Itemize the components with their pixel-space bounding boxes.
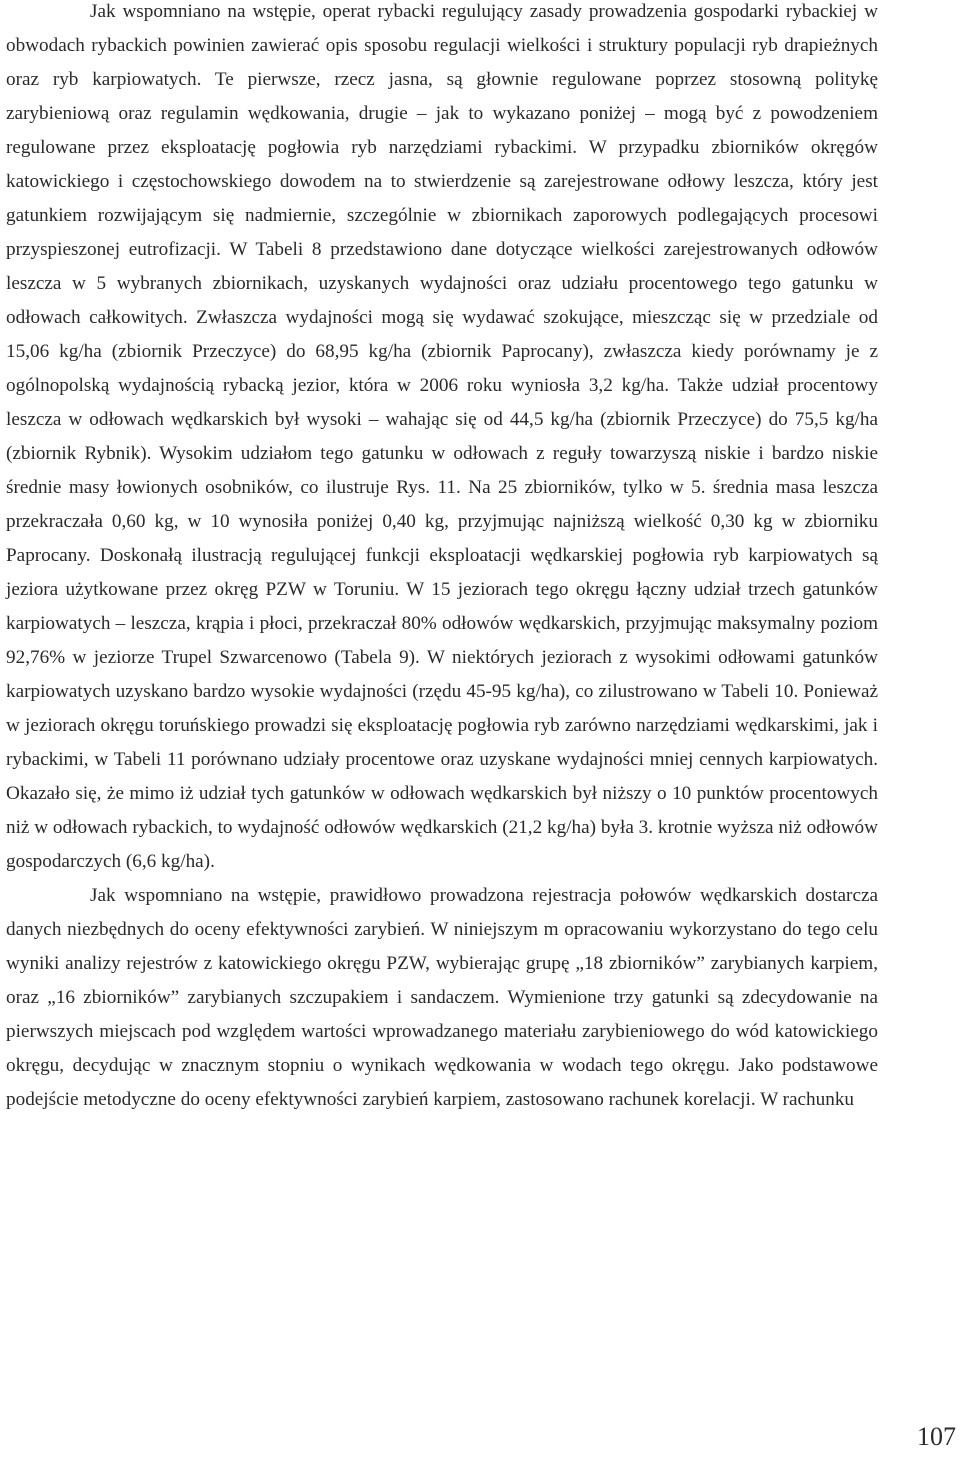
paragraph-1: Jak wspomniano na wstępie, operat rybacki regulujący zasady prowadzenia gospodarki rybackiej w obwodach rybackich powinien zawierać opis sposobu regulacji wielkości i struktury populacji ryb drapieżnych oraz ryb karpiowatych. Te pierwsze, rzecz jasna, są głownie regulowane poprzez stosowną politykę zarybieniową oraz regulamin wędkowania, drugie – jak to wykazano poniżej – mogą być z powodzeniem regulowane przez eksploatację pogłowia ryb narzędziami rybackimi. W przypadku zbiorników okręgów katowickiego i częstochowskiego dowodem na to stwierdzenie są zarejestrowane odłowy leszcza, który jest gatunkiem rozwijającym się nadmiernie, szczególnie w zbiornikach zaporowych podlegających procesowi przyspieszonej eutrofizacji. W Tabeli 8 przedstawiono dane dotyczące wielkości zarejestrowanych odłowów leszcza w 5 wybranych zbiornikach, uzyskanych wydajności oraz udziału procentowego tego gatunku w odłowach całkowitych. Zwłaszcza wydajności mogą się wydawać szokujące, mieszcząc się w przedziale od 15,06 kg/ha (zbiornik Przeczyce) do 68,95 kg/ha (zbiornik Paprocany), zwłaszcza kiedy porównamy je z ogólnopolską wydajnością rybacką jezior, która w 2006 roku wyniosła 3,2 kg/ha. Także udział procentowy leszcza w odłowach wędkarskich był wysoki – wahając się od 44,5 kg/ha (zbiornik Przeczyce) do 75,5 kg/ha (zbiornik Rybnik). Wysokim udziałom tego gatunku w odłowach z reguły towarzyszą niskie i bardzo niskie średnie masy łowionych osobników, co ilustruje Rys. 11. Na 25 zbiorników, tylko w 5. średnia masa leszcza przekraczała 0,60 kg, w 10 wynosiła poniżej 0,40 kg, przyjmując najniższą wielkość 0,30 kg w zbiorniku Paprocany. Doskonałą ilustracją regulującej funkcji eksploatacji wędkarskiej pogłowia ryb karpiowatych są jeziora użytkowane przez okręg PZW w Toruniu. W 15 jeziorach tego okręgu łączny udział trzech gatunków karpiowatych – leszcza, krąpia i płoci, przekraczał 80% odłowów wędkarskich, przyjmując maksymalny poziom 92,76% w jeziorze Trupel Szwarcenowo (Tabela 9). W niektórych jeziorach z wysokimi odłowami gatunków karpiowatych uzyskano bardzo wysokie wydajności (rzędu 45-95 kg/ha), co zilustrowano w Tabeli 10. Ponieważ w jeziorach okręgu toruńskiego prowadzi się eksploatację pogłowia ryb zarówno narzędziami wędkarskimi, jak i rybackimi, w Tabeli 11 porównano udziały procentowe oraz uzyskane wydajności mniej cennych karpiowatych. Okazało się, że mimo iż udział tych gatunków w odłowach wędkarskich był niższy o 10 punktów procentowych niż w odłowach rybackich, to wydajność odłowów wędkarskich (21,2 kg/ha) była 3. krotnie wyższa niż odłowów gospodarczych (6,6 kg/ha). xyxy=(6,1,878,872)
paragraph-2: Jak wspomniano na wstępie, prawidłowo prowadzona rejestracja połowów wędkarskich dostarcza danych niezbędnych do oceny efektywności zarybień. W niniejszym m opracowaniu wykorzystano do tego celu wyniki analizy rejestrów z katowickiego okręgu PZW, wybierając grupę „18 zbiorników” zarybianych karpiem, oraz „16 zbiorników” zarybianych szczupakiem i sandaczem. Wymienione trzy gatunki są zdecydowanie na pierwszych miejscach pod względem wartości wprowadzanego materiału zarybieniowego do wód katowickiego okręgu, decydując w znacznym stopniu o wynikach wędkowania w wodach tego okręgu. Jako podstawowe podejście metodyczne do oceny efektywności zarybień karpiem, zastosowano rachunek korelacji. W rachunku xyxy=(6,885,878,1110)
page-number: 107 xyxy=(917,1422,956,1451)
body-text xyxy=(6,0,878,1117)
